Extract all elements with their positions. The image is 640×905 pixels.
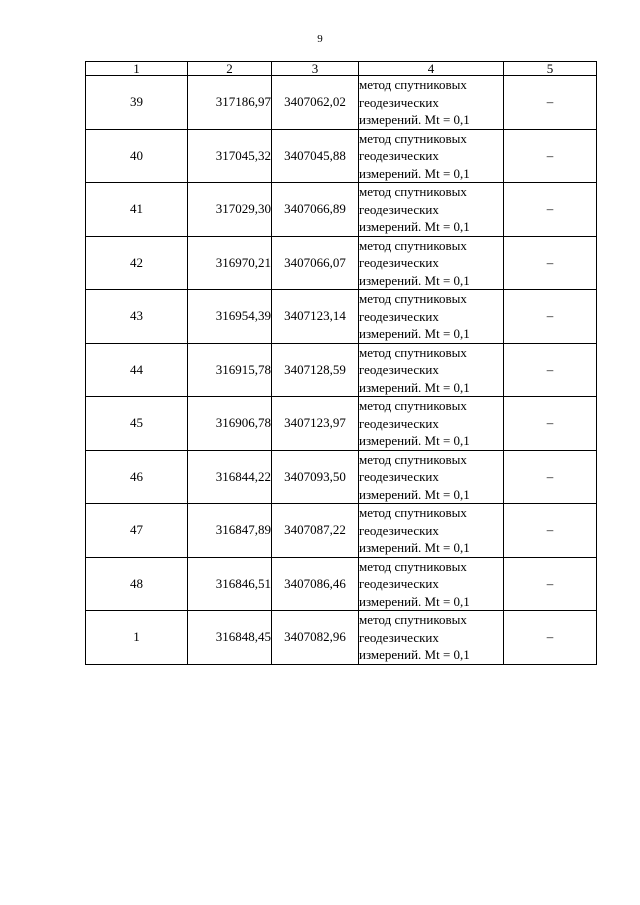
method-text-line: геодезических	[359, 415, 439, 431]
method-text-line: геодезических	[359, 362, 439, 377]
method-text-line: измерений. Mt = 0,1	[359, 433, 470, 448]
method-text-line: метод спутниковых	[359, 130, 467, 146]
point-number-cell: 47	[86, 504, 188, 558]
table-row	[86, 450, 597, 504]
method-text-line: геодезических	[359, 94, 439, 110]
method-text-line: метод спутниковых	[359, 184, 467, 199]
x-coordinate-cell: 317029,30	[188, 183, 272, 237]
method-text-line: метод спутниковых	[359, 505, 467, 520]
method-text-line: метод спутниковых	[359, 558, 467, 574]
method-text-line: измерений. Mt = 0,1	[359, 112, 470, 127]
x-coordinate-cell: 316847,89	[188, 504, 272, 558]
method-text-line: метод спутниковых	[359, 398, 467, 413]
x-coordinate-cell: 316848,45	[188, 611, 272, 665]
method-text-line: геодезических	[359, 629, 439, 645]
note-cell: –	[504, 129, 597, 183]
y-coordinate-cell: 3407123,97	[272, 397, 359, 451]
method-text-line: метод спутниковых	[359, 77, 467, 92]
note-cell: –	[504, 557, 597, 611]
x-coordinate-cell: 316915,78	[188, 343, 272, 397]
coordinates-table	[85, 61, 597, 665]
table-row	[86, 611, 597, 665]
table-row	[86, 290, 597, 344]
table-row	[86, 236, 597, 290]
note-cell: –	[504, 236, 597, 290]
point-number-cell: 40	[86, 129, 188, 183]
y-coordinate-cell: 3407123,14	[272, 290, 359, 344]
table-row	[86, 76, 597, 130]
note-cell: –	[504, 76, 597, 130]
method-text-line: геодезических	[359, 308, 439, 324]
table-body	[86, 76, 597, 665]
method-cell	[359, 290, 504, 344]
method-cell	[359, 76, 504, 130]
point-number-cell: 48	[86, 557, 188, 611]
y-coordinate-cell: 3407093,50	[272, 450, 359, 504]
point-number-cell: 39	[86, 76, 188, 130]
table-header-row	[86, 62, 597, 76]
method-text-line: измерений. Mt = 0,1	[359, 593, 470, 609]
point-number-cell: 46	[86, 450, 188, 504]
method-text-line: геодезических	[359, 148, 439, 163]
method-text-line: измерений. Mt = 0,1	[359, 486, 470, 502]
method-text-line: измерений. Mt = 0,1	[359, 647, 470, 662]
header-cell-5: 5	[504, 62, 597, 76]
note-cell: –	[504, 290, 597, 344]
method-text-line: геодезических	[359, 576, 439, 591]
note-cell: –	[504, 343, 597, 397]
method-cell	[359, 557, 504, 611]
method-text-line: метод спутниковых	[359, 291, 467, 306]
table-row	[86, 183, 597, 237]
method-cell	[359, 397, 504, 451]
point-number-cell: 42	[86, 236, 188, 290]
table-row	[86, 397, 597, 451]
point-number-cell: 41	[86, 183, 188, 237]
note-cell: –	[504, 450, 597, 504]
method-cell	[359, 450, 504, 504]
x-coordinate-cell: 317045,32	[188, 129, 272, 183]
point-number-cell: 43	[86, 290, 188, 344]
y-coordinate-cell: 3407045,88	[272, 129, 359, 183]
y-coordinate-cell: 3407066,07	[272, 236, 359, 290]
method-text-line: измерений. Mt = 0,1	[359, 326, 470, 341]
y-coordinate-cell: 3407066,89	[272, 183, 359, 237]
page-number: 9	[317, 33, 323, 45]
note-cell: –	[504, 183, 597, 237]
method-cell	[359, 504, 504, 558]
table-row	[86, 129, 597, 183]
method-text-line: геодезических	[359, 469, 439, 484]
table-row	[86, 504, 597, 558]
table-row	[86, 343, 597, 397]
y-coordinate-cell: 3407062,02	[272, 76, 359, 130]
x-coordinate-cell: 316846,51	[188, 557, 272, 611]
method-text-line: измерений. Mt = 0,1	[359, 272, 470, 288]
x-coordinate-cell: 316844,22	[188, 450, 272, 504]
method-text-line: измерений. Mt = 0,1	[359, 379, 470, 395]
note-cell: –	[504, 504, 597, 558]
header-cell-2: 2	[188, 62, 272, 76]
method-text-line: метод спутниковых	[359, 344, 467, 360]
y-coordinate-cell: 3407087,22	[272, 504, 359, 558]
method-text-line: измерений. Mt = 0,1	[359, 219, 470, 234]
y-coordinate-cell: 3407086,46	[272, 557, 359, 611]
y-coordinate-cell: 3407082,96	[272, 611, 359, 665]
y-coordinate-cell: 3407128,59	[272, 343, 359, 397]
method-text-line: метод спутниковых	[359, 451, 467, 467]
method-text-line: измерений. Mt = 0,1	[359, 165, 470, 181]
method-text-line: метод спутниковых	[359, 237, 467, 253]
x-coordinate-cell: 316954,39	[188, 290, 272, 344]
point-number-cell: 44	[86, 343, 188, 397]
header-cell-4: 4	[359, 62, 504, 76]
method-text-line: измерений. Mt = 0,1	[359, 540, 470, 555]
point-number-cell: 1	[86, 611, 188, 665]
method-cell	[359, 183, 504, 237]
method-cell	[359, 129, 504, 183]
point-number-cell: 45	[86, 397, 188, 451]
header-cell-3: 3	[272, 62, 359, 76]
x-coordinate-cell: 316970,21	[188, 236, 272, 290]
table-row	[86, 557, 597, 611]
x-coordinate-cell: 316906,78	[188, 397, 272, 451]
note-cell: –	[504, 397, 597, 451]
method-cell	[359, 343, 504, 397]
header-cell-1: 1	[86, 62, 188, 76]
method-text-line: метод спутниковых	[359, 612, 467, 627]
x-coordinate-cell: 317186,97	[188, 76, 272, 130]
method-cell	[359, 236, 504, 290]
method-cell	[359, 611, 504, 665]
note-cell: –	[504, 611, 597, 665]
method-text-line: геодезических	[359, 522, 439, 538]
method-text-line: геодезических	[359, 255, 439, 270]
method-text-line: геодезических	[359, 201, 439, 217]
